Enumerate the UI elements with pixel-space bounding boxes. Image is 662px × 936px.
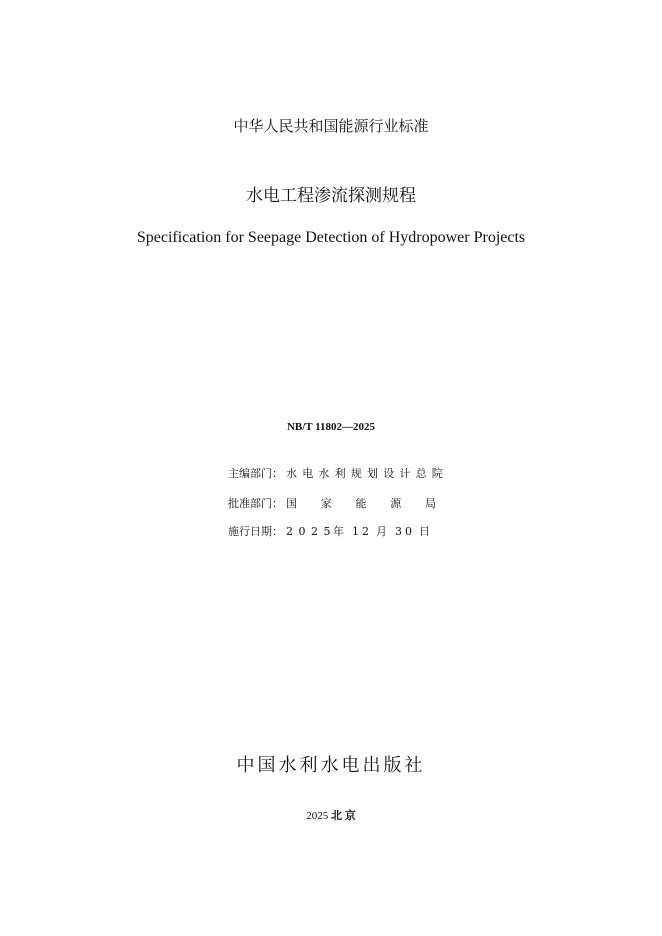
approved-by-value: 国家能源局 xyxy=(286,497,436,510)
effective-year-unit: 年 xyxy=(333,525,344,538)
chief-editor-label: 主编部门： xyxy=(228,467,283,480)
publisher-name: 中国水利水电出版社 xyxy=(236,755,426,775)
effective-month: 12 xyxy=(352,525,372,538)
document-title-chinese: 水电工程渗流探测规程 xyxy=(246,186,416,206)
approved-by-row xyxy=(228,496,436,512)
effective-year: 2025 xyxy=(286,525,336,538)
publish-city: 北 京 xyxy=(331,810,356,822)
effective-date-label: 施行日期： xyxy=(228,525,283,538)
chief-editor-row xyxy=(228,466,448,482)
effective-date-row xyxy=(228,524,430,540)
effective-month-unit: 月 xyxy=(376,525,387,538)
approved-by-label: 批准部门： xyxy=(228,497,283,510)
standard-number: NB/T 11802—2025 xyxy=(286,421,376,433)
chief-editor-value: 水电水利规划设计总院 xyxy=(286,467,448,480)
standard-category: 中华人民共和国能源行业标准 xyxy=(233,117,429,135)
document-title-english: Specification for Seepage Detection of Hydropower Projects xyxy=(136,229,526,246)
effective-day: 30 xyxy=(395,525,415,538)
publish-place xyxy=(0,808,662,824)
effective-date-value xyxy=(286,524,436,540)
publish-year: 2025 xyxy=(306,810,329,822)
effective-day-unit: 日 xyxy=(419,525,430,538)
